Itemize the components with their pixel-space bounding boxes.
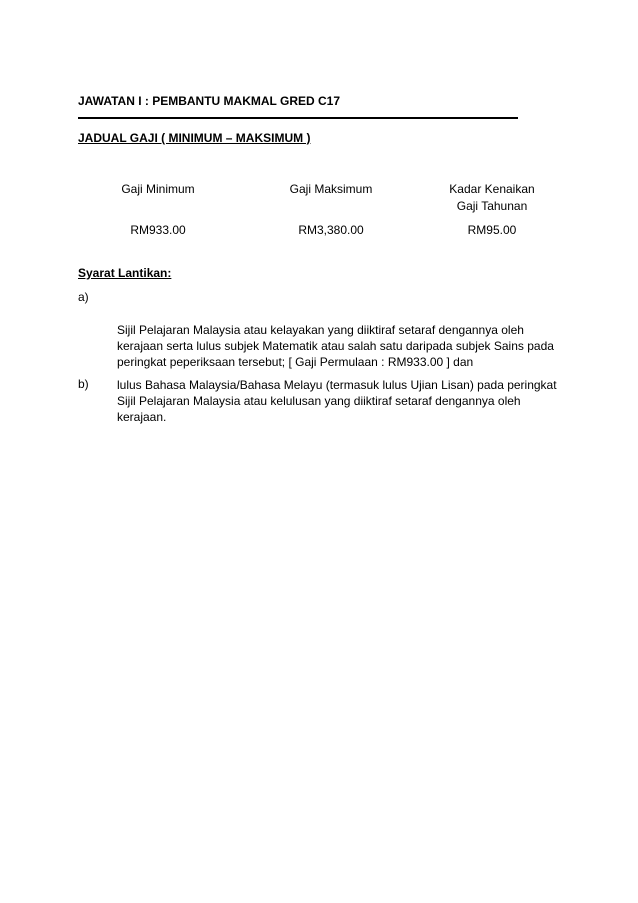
annual-increment-value: RM95.00 xyxy=(467,223,517,237)
page-title: JAWATAN I : PEMBANTU MAKMAL GRED C17 xyxy=(78,94,341,108)
min-salary-header xyxy=(98,181,218,198)
annual-increment-header-line1: Kadar Kenaikan xyxy=(449,182,535,196)
title-divider xyxy=(78,117,518,119)
requirements-heading: Syarat Lantikan: xyxy=(78,266,172,280)
requirement-a-marker: a) xyxy=(78,290,89,304)
requirement-a-text: Sijil Pelajaran Malaysia atau kelayakan yang diiktiraf setaraf dengannya oleh kerajaan serta lulus subjek Matematik atau salah satu daripada subjek Sains pada peringkat peperiksaan tersebut; [ Gaji Permulaan : RM933.00 ] dan xyxy=(117,323,554,369)
min-salary-header-label: Gaji Minimum xyxy=(121,182,195,196)
min-salary-value: RM933.00 xyxy=(130,223,186,237)
requirement-b-marker: b) xyxy=(78,377,89,391)
max-salary-header xyxy=(271,181,391,198)
max-salary-value: RM3,380.00 xyxy=(298,223,364,237)
annual-increment-header xyxy=(428,181,556,215)
max-salary-header-label: Gaji Maksimum xyxy=(289,182,373,196)
annual-increment-header-line2: Gaji Tahunan xyxy=(456,199,528,213)
salary-schedule-heading: JADUAL GAJI ( MINIMUM – MAKSIMUM ) xyxy=(78,131,311,145)
requirement-b-text: lulus Bahasa Malaysia/Bahasa Melayu (termasuk lulus Ujian Lisan) pada peringkat Sijil Pelajaran Malaysia atau kelulusan yang diiktiraf setaraf dengannya oleh kerajaan. xyxy=(117,378,557,424)
